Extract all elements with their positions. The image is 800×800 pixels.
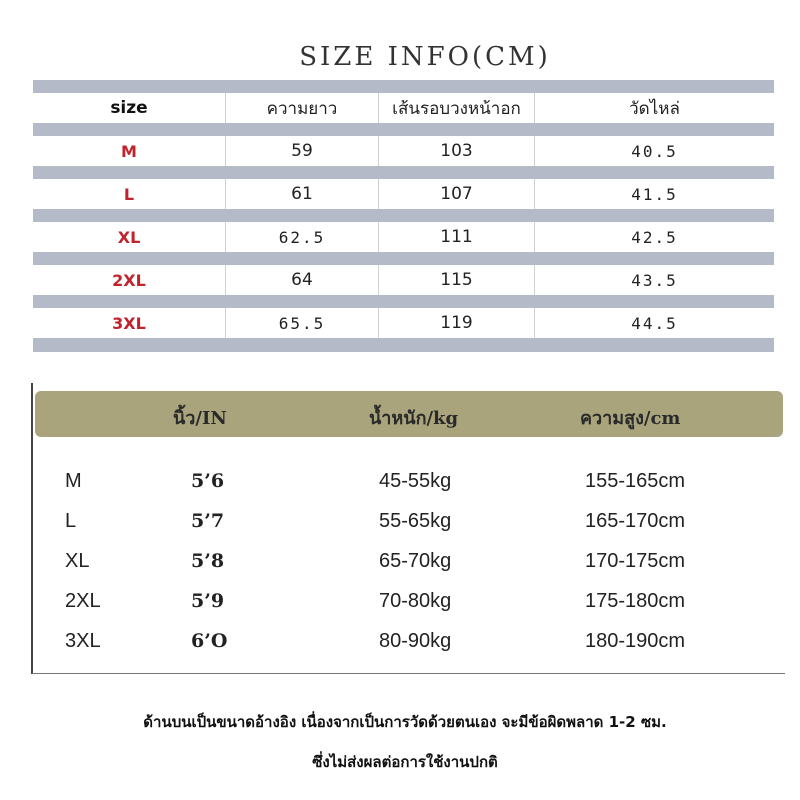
row-shoulder: 41.5 xyxy=(534,179,774,209)
row-inch: 5’7 xyxy=(191,510,225,532)
table-band xyxy=(33,295,774,308)
disclaimer-line-1: ด้านบนเป็นขนาดอ้างอิง เนื่องจากเป็นการวัดด้วยตนเอง จะมีข้อผิดพลาด 1-2 ซม. xyxy=(143,713,667,731)
row-size: XL xyxy=(117,227,141,247)
row-chest: 103 xyxy=(378,136,534,166)
row-height: 175-180cm xyxy=(585,590,686,612)
table-row xyxy=(33,623,783,663)
row-length: 65.5 xyxy=(225,308,378,338)
table-band xyxy=(33,209,774,222)
row-shoulder: 43.5 xyxy=(534,265,774,295)
row-height: 180-190cm xyxy=(585,630,686,652)
table-band xyxy=(33,338,774,352)
table-band xyxy=(33,123,774,136)
row-inch: 5’6 xyxy=(191,470,225,492)
table-row xyxy=(33,222,774,252)
table-row xyxy=(33,463,783,503)
row-chest: 115 xyxy=(378,265,534,295)
row-size: XL xyxy=(65,550,90,572)
row-size: M xyxy=(65,470,82,492)
page-title: SIZE INFO(CM) xyxy=(299,42,551,72)
table-row xyxy=(33,503,783,543)
row-height: 170-175cm xyxy=(585,550,686,572)
size-info-table xyxy=(33,80,774,352)
row-inch: 5’9 xyxy=(191,590,225,612)
header-weight: น้ำหนัก/kg xyxy=(369,408,459,429)
row-length: 61 xyxy=(225,179,378,209)
row-size: L xyxy=(123,184,135,204)
row-weight: 80-90kg xyxy=(379,630,452,652)
row-height: 165-170cm xyxy=(585,510,686,532)
row-weight: 45-55kg xyxy=(379,470,452,492)
row-length: 64 xyxy=(225,265,378,295)
row-height: 155-165cm xyxy=(585,470,686,492)
row-size: 2XL xyxy=(112,270,146,290)
row-size: L xyxy=(65,510,77,532)
disclaimer-line-2: ซึ่งไม่ส่งผลต่อการใช้งานปกติ xyxy=(312,753,498,771)
row-size: M xyxy=(121,141,137,161)
fit-table-header xyxy=(35,391,783,437)
row-shoulder: 40.5 xyxy=(534,136,774,166)
row-inch: 5’8 xyxy=(191,550,225,572)
table-row xyxy=(33,543,783,583)
table-row xyxy=(33,136,774,166)
row-chest: 119 xyxy=(378,308,534,338)
header-inch: นิ้ว/IN xyxy=(173,408,227,429)
table-band xyxy=(33,252,774,265)
row-size: 2XL xyxy=(65,590,101,612)
table-row xyxy=(33,583,783,623)
row-length: 62.5 xyxy=(225,222,378,252)
row-shoulder: 44.5 xyxy=(534,308,774,338)
table-row xyxy=(33,179,774,209)
row-inch: 6’O xyxy=(191,630,228,652)
row-weight: 55-65kg xyxy=(379,510,452,532)
table-row xyxy=(33,265,774,295)
header-size: size xyxy=(110,98,148,118)
row-weight: 70-80kg xyxy=(379,590,452,612)
header-length: ความยาว xyxy=(225,93,378,123)
header-shoulder: วัดไหล่ xyxy=(534,93,774,123)
row-chest: 107 xyxy=(378,179,534,209)
row-shoulder: 42.5 xyxy=(534,222,774,252)
table-header-row xyxy=(33,93,774,123)
header-chest: เส้นรอบวงหน้าอก xyxy=(378,93,534,123)
row-chest: 111 xyxy=(378,222,534,252)
row-size: 3XL xyxy=(65,630,101,652)
header-height: ความสูง/cm xyxy=(580,408,681,429)
table-row xyxy=(33,308,774,338)
row-size: 3XL xyxy=(112,313,146,333)
table-band xyxy=(33,166,774,179)
row-weight: 65-70kg xyxy=(379,550,452,572)
table-band xyxy=(33,80,774,93)
row-length: 59 xyxy=(225,136,378,166)
body-fit-table xyxy=(31,383,785,674)
